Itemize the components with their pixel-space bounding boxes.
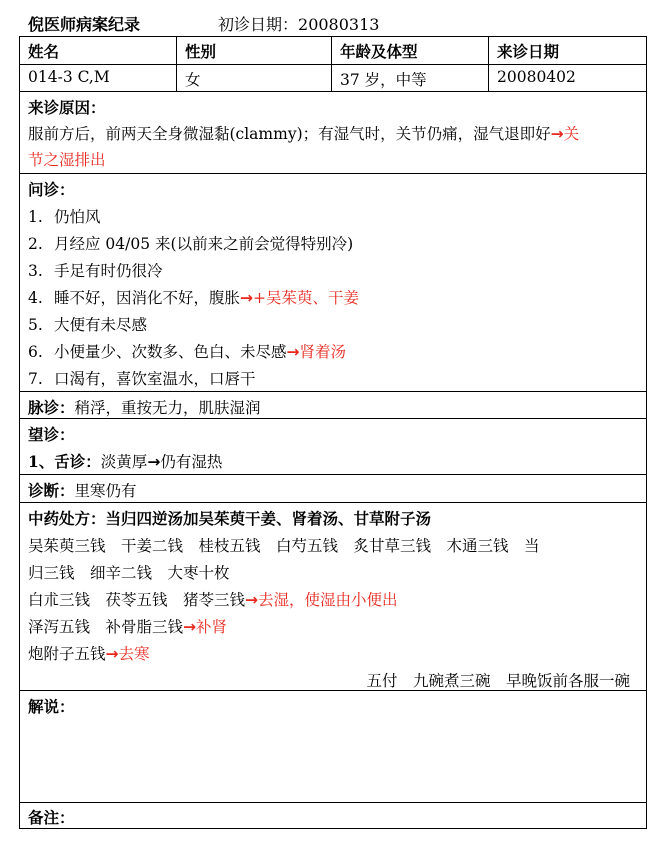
inquiry-label: 问诊： bbox=[28, 180, 75, 199]
patient-age-build: 37 岁，中等 bbox=[332, 65, 489, 91]
prescription-line: 吴茱萸三钱 干姜二钱 桂枝五钱 白芍五钱 炙甘草三钱 木通三钱 当 bbox=[28, 537, 540, 555]
arrow-icon: → bbox=[240, 289, 254, 307]
pulse-text: 脉诊：稍浮，重按无力，肌肤湿润 bbox=[28, 398, 261, 417]
observation-label: 望诊： bbox=[28, 425, 75, 444]
inquiry-section bbox=[20, 174, 646, 392]
header-age-build: 年龄及体型 bbox=[332, 37, 489, 64]
arrow-icon: → bbox=[105, 645, 119, 663]
prescription-line: 炮附子五钱→去寒 bbox=[28, 645, 150, 663]
header-name: 姓名 bbox=[20, 37, 177, 64]
header-gender: 性别 bbox=[177, 37, 332, 64]
prescription-line: 归三钱 细辛二钱 大枣十枚 bbox=[28, 564, 230, 582]
inquiry-item: 4. 睡不好，因消化不好，腹胀→+吴茱萸、干姜 bbox=[28, 289, 360, 307]
explanation-section bbox=[20, 691, 646, 803]
visit-date: 20080402 bbox=[497, 68, 576, 86]
case-record-form bbox=[19, 36, 647, 829]
first-visit-date: 初诊日期：20080313 bbox=[218, 15, 380, 34]
arrow-icon: → bbox=[183, 618, 197, 636]
diagnosis-text: 诊断：里寒仍有 bbox=[28, 481, 137, 500]
diagnosis-section bbox=[20, 475, 646, 503]
header-visit-date: 来诊日期 bbox=[497, 42, 560, 61]
arrow-icon: → bbox=[245, 591, 259, 609]
inquiry-item: 5. 大便有未尽感 bbox=[28, 316, 148, 334]
reason-label: 来诊原因： bbox=[28, 98, 106, 117]
record-title: 倪医师病案纪录 bbox=[28, 15, 141, 34]
info-header-row bbox=[20, 37, 646, 65]
explanation-label: 解说： bbox=[28, 697, 75, 716]
reason-section bbox=[20, 92, 646, 174]
prescription-line: 白朮三钱 茯苓五钱 猪苓三钱→去湿，使湿由小便出 bbox=[28, 591, 398, 609]
prescription-line: 泽泻五钱 补骨脂三钱→补肾 bbox=[28, 618, 228, 636]
prescription-section bbox=[20, 503, 646, 691]
remarks-label: 备注： bbox=[28, 808, 75, 827]
prescription-label: 中药处方：当归四逆汤加吴茱萸干姜、肾着汤、甘草附子汤 bbox=[28, 509, 432, 528]
tongue-diagnosis: 1、舌诊：淡黄厚→仍有湿热 bbox=[28, 452, 223, 471]
observation-section bbox=[20, 419, 646, 475]
info-value-row bbox=[20, 65, 646, 92]
inquiry-item: 7. 口渴有，喜饮室温水，口唇干 bbox=[28, 370, 256, 388]
arrow-icon: → bbox=[550, 125, 564, 143]
pulse-section bbox=[20, 392, 646, 419]
inquiry-item: 1. 仍怕风 bbox=[28, 208, 101, 226]
inquiry-item: 3. 手足有时仍很冷 bbox=[28, 262, 163, 280]
dosage-instructions: 五付 九碗煮三碗 早晚饭前各服一碗 bbox=[366, 672, 630, 690]
remarks-section bbox=[20, 803, 646, 828]
inquiry-item: 2. 月经应 04/05 来(以前来之前会觉得特别冷) bbox=[28, 235, 354, 253]
inquiry-item: 6. 小便量少、次数多、色白、未尽感→肾着汤 bbox=[28, 343, 347, 361]
record-header bbox=[28, 10, 648, 36]
patient-id: 014-3 C,M bbox=[20, 65, 177, 91]
reason-text-line1: 服前方后，前两天全身微湿黏(clammy)；有湿气时，关节仍痛，湿气退即好→关 bbox=[28, 125, 580, 143]
arrow-icon: → bbox=[147, 453, 161, 471]
arrow-icon: → bbox=[286, 343, 300, 361]
reason-text-line2: 节之湿排出 bbox=[28, 151, 106, 169]
patient-gender: 女 bbox=[177, 65, 332, 91]
